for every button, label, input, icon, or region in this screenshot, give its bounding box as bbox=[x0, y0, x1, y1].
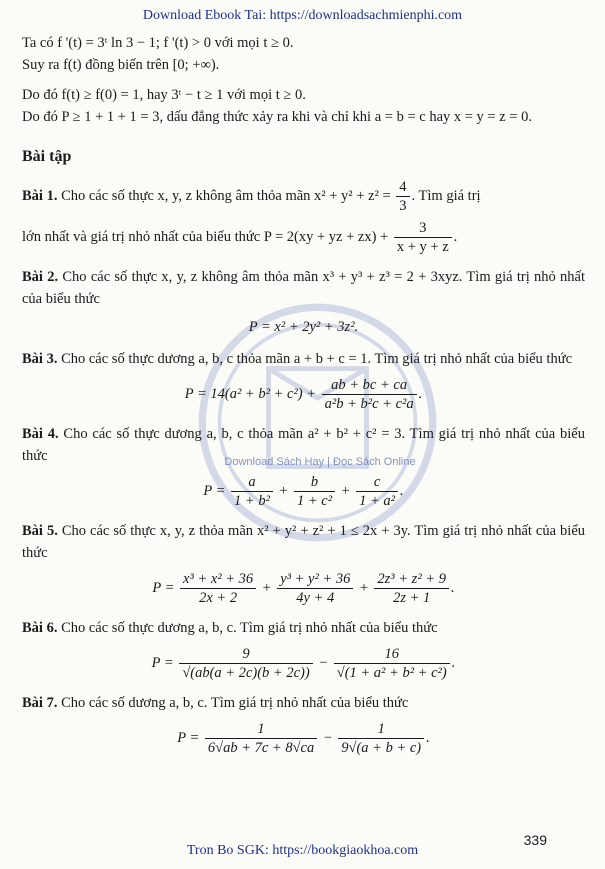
problem-label: Bài 6. bbox=[22, 620, 58, 636]
problem-text: Cho các số thực x, y, z không âm thỏa mãn x³ + y³ + z³ = 2 + 3xyz. Tìm giá trị nhỏ nhất của biểu thức bbox=[22, 269, 586, 307]
header-link[interactable]: Download Ebook Tai: https://downloadsachmienphi.com bbox=[142, 8, 463, 23]
problem-3 bbox=[22, 348, 585, 370]
problem-text: Cho các số dương a, b, c. Tìm giá trị nhỏ nhất của biểu thức bbox=[57, 695, 409, 711]
formula: P = $\frac{9}{√(ab(a + 2c)(b + 2c))}$ − $\frac{16}{\text{√(1 + a² + b² + c²)}}$ . bbox=[151, 646, 456, 681]
formula: P = $\frac{\text{x³ + x² + 36}}{2x + 2}$ + $\frac{\text{y³ + y² + 36}}{4y + 4}$ + $\frac{\text{2z³ + z² + 9}}{2z + 1}$ . bbox=[152, 571, 455, 606]
problem-text: Cho các số thực dương a, b, c thỏa mãn a + b + c = 1. Tìm giá trị nhỏ nhất của biểu thức bbox=[57, 351, 573, 367]
problem-text: . Tìm giá trị bbox=[411, 187, 481, 204]
problem-text: Cho các số thực dương a, b, c thỏa mãn a² + b² + c² = 3. Tìm giá trị nhỏ nhất của biểu thức bbox=[22, 426, 585, 464]
page-number: 339 bbox=[523, 832, 547, 848]
formula: P = x² + 2y² + 3z². bbox=[248, 319, 359, 335]
fraction: $\frac{\text{2z³ + z² + 9}}{2z + 1}$ bbox=[374, 570, 449, 607]
fraction: $\frac{3}{x + y + z}$ bbox=[394, 219, 452, 256]
problem-label: Bài 4. bbox=[22, 426, 59, 442]
problem-2 bbox=[22, 266, 585, 310]
fraction: $\frac{\text{y³ + y² + 36}}{4y + 4}$ bbox=[277, 570, 353, 607]
fraction: $\frac{16}{\text{√(1 + a² + b² + c²)}}$ bbox=[334, 645, 450, 682]
formula: P = $\frac{1}{6√ab + 7c + 8√ca}$ − $\frac{1}{9√(a + b + c)}$ . bbox=[177, 721, 430, 756]
intro-line-1: Ta có f '(t) = 3ᵗ ln 3 − 1; f '(t) > 0 với mọi t ≥ 0. bbox=[22, 35, 294, 51]
problem-label: Bài 3. bbox=[22, 351, 58, 367]
fraction: $\frac{9}{√(ab(a + 2c)(b + 2c))}$ bbox=[179, 645, 312, 682]
watermark-text: Download Sách Hay | Đọc Sách Online bbox=[224, 456, 416, 468]
page-content bbox=[22, 32, 585, 761]
fraction: $\frac{ab + bc + ca}{\text{a²b + b²c + c²a}}$ bbox=[322, 376, 417, 413]
problem-6 bbox=[22, 617, 585, 639]
problem-4 bbox=[22, 423, 585, 467]
intro-line-4: Do đó P ≥ 1 + 1 + 1 = 3, dấu đẳng thức xảy ra khi và chỉ khi a = b = c hay x = y = z = 0. bbox=[22, 109, 532, 125]
problem-text: Cho các số thực x, y, z không âm thỏa mãn x² + y² + z² = bbox=[57, 187, 395, 204]
problem-label: Bài 1. bbox=[22, 187, 58, 204]
fraction: $\frac{\text{x³ + x² + 36}}{2x + 2}$ bbox=[180, 570, 256, 607]
footer-link[interactable]: Tron Bo SGK: https://bookgiaokhoa.com bbox=[186, 843, 419, 858]
formula: P = 14(a² + b² + c²) + $\frac{ab + bc + ca}{\text{a²b + b²c + c²a}}$ . bbox=[184, 377, 423, 412]
fraction: $\frac{c}{\text{1 + a²}}$ bbox=[356, 473, 398, 510]
problem-1 bbox=[22, 178, 585, 215]
fraction: $\frac{1}{9√(a + b + c)}$ bbox=[338, 720, 424, 757]
problem-5 bbox=[22, 520, 585, 564]
problem-label: Bài 7. bbox=[22, 695, 58, 711]
section-title: Bài tập bbox=[22, 148, 72, 165]
fraction: $\frac{4}{3}$ bbox=[396, 178, 409, 215]
problem-label: Bài 5. bbox=[22, 523, 58, 539]
problem-text: Cho các số thực dương a, b, c. Tìm giá trị nhỏ nhất của biểu thức bbox=[57, 620, 438, 636]
problem-1-cont: lớn nhất và giá trị nhỏ nhất của biểu thức P = 2(xy + yz + zx) + $\frac{3}{x + y + z}$ . bbox=[22, 220, 458, 255]
formula: P = $\frac{a}{\text{1 + b²}}$ + $\frac{b}{\text{1 + c²}}$ + $\frac{c}{\text{1 + a²}}$ . bbox=[203, 474, 404, 509]
problem-text: Cho các số thực x, y, z thỏa mãn x² + y² + z² + 1 ≤ 2x + 3y. Tìm giá trị nhỏ nhất của biểu thức bbox=[22, 523, 586, 561]
problem-7 bbox=[22, 692, 585, 714]
problem-text: lớn nhất và giá trị nhỏ nhất của biểu thức P = 2(xy + yz + zx) + bbox=[22, 228, 392, 245]
fraction: $\frac{1}{6√ab + 7c + 8√ca}$ bbox=[205, 720, 317, 757]
intro-line-2: Suy ra f(t) đồng biến trên [0; +∞). bbox=[22, 57, 220, 73]
fraction: $\frac{b}{\text{1 + c²}}$ bbox=[294, 473, 335, 510]
intro-line-3: Do đó f(t) ≥ f(0) = 1, hay 3ᵗ − t ≥ 1 với mọi t ≥ 0. bbox=[22, 87, 306, 103]
problem-label: Bài 2. bbox=[22, 269, 59, 285]
fraction: $\frac{a}{\text{1 + b²}}$ bbox=[231, 473, 273, 510]
